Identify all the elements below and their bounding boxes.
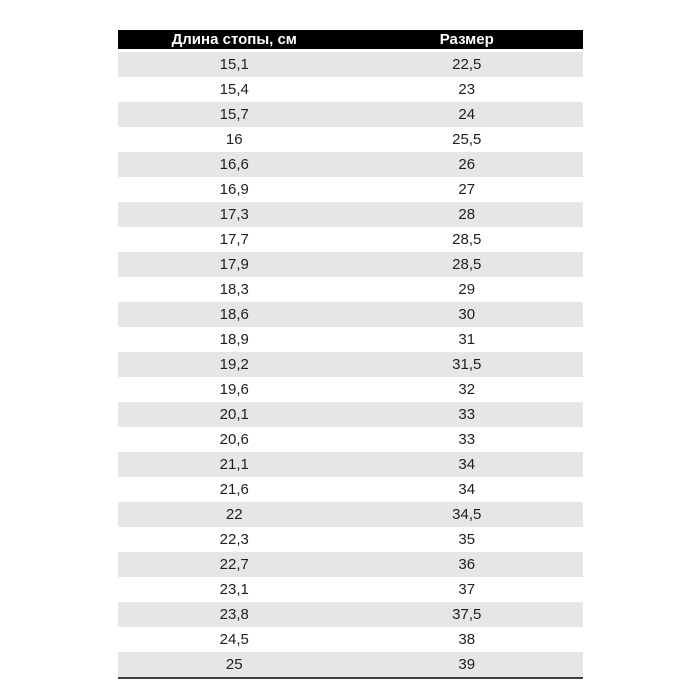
foot-length-cell: 15,7	[118, 102, 351, 127]
foot-length-cell: 19,6	[118, 377, 351, 402]
foot-length-cell: 17,3	[118, 202, 351, 227]
table-row	[118, 227, 583, 252]
foot-length-cell: 20,6	[118, 427, 351, 452]
foot-length-cell: 21,6	[118, 477, 351, 502]
table-row	[118, 51, 583, 78]
size-cell: 28,5	[351, 252, 584, 277]
size-cell: 31,5	[351, 352, 584, 377]
size-cell: 33	[351, 427, 584, 452]
size-column-header: Размер	[351, 30, 584, 51]
size-cell: 24	[351, 102, 584, 127]
table-row	[118, 152, 583, 177]
table-row	[118, 452, 583, 477]
size-cell: 34,5	[351, 502, 584, 527]
foot-length-cell: 22,7	[118, 552, 351, 577]
table-row	[118, 252, 583, 277]
foot-length-cell: 24,5	[118, 627, 351, 652]
size-cell: 38	[351, 627, 584, 652]
size-cell: 39	[351, 652, 584, 678]
size-cell: 34	[351, 477, 584, 502]
table-row	[118, 127, 583, 152]
size-conversion-table	[118, 30, 583, 679]
table-row	[118, 177, 583, 202]
size-cell: 25,5	[351, 127, 584, 152]
table-header	[118, 30, 583, 51]
foot-length-cell: 19,2	[118, 352, 351, 377]
table-row	[118, 327, 583, 352]
size-cell: 29	[351, 277, 584, 302]
size-cell: 31	[351, 327, 584, 352]
foot-length-cell: 16,6	[118, 152, 351, 177]
size-cell: 28,5	[351, 227, 584, 252]
foot-length-cell: 15,4	[118, 77, 351, 102]
table-row	[118, 377, 583, 402]
foot-length-cell: 23,8	[118, 602, 351, 627]
table-row	[118, 302, 583, 327]
foot-length-cell: 16,9	[118, 177, 351, 202]
foot-length-cell: 17,7	[118, 227, 351, 252]
foot-length-cell: 22	[118, 502, 351, 527]
table-row	[118, 602, 583, 627]
foot-length-cell: 20,1	[118, 402, 351, 427]
table-row	[118, 102, 583, 127]
table-row	[118, 77, 583, 102]
foot-length-cell: 23,1	[118, 577, 351, 602]
size-cell: 33	[351, 402, 584, 427]
size-cell: 28	[351, 202, 584, 227]
foot-length-cell: 16	[118, 127, 351, 152]
table-row	[118, 552, 583, 577]
size-cell: 30	[351, 302, 584, 327]
foot-length-column-header: Длина стопы, см	[118, 30, 351, 51]
table-row	[118, 202, 583, 227]
size-cell: 32	[351, 377, 584, 402]
table-row	[118, 427, 583, 452]
table-body	[118, 51, 583, 679]
table-row	[118, 652, 583, 678]
table-row	[118, 402, 583, 427]
shoe-size-table	[118, 30, 583, 679]
table-row	[118, 277, 583, 302]
size-cell: 36	[351, 552, 584, 577]
foot-length-cell: 17,9	[118, 252, 351, 277]
table-row	[118, 577, 583, 602]
size-cell: 23	[351, 77, 584, 102]
size-cell: 37,5	[351, 602, 584, 627]
table-row	[118, 477, 583, 502]
table-row	[118, 352, 583, 377]
size-cell: 37	[351, 577, 584, 602]
size-cell: 26	[351, 152, 584, 177]
size-cell: 27	[351, 177, 584, 202]
size-cell: 22,5	[351, 51, 584, 78]
foot-length-cell: 22,3	[118, 527, 351, 552]
table-row	[118, 502, 583, 527]
foot-length-cell: 25	[118, 652, 351, 678]
foot-length-cell: 15,1	[118, 51, 351, 78]
table-row	[118, 527, 583, 552]
foot-length-cell: 21,1	[118, 452, 351, 477]
foot-length-cell: 18,9	[118, 327, 351, 352]
foot-length-cell: 18,3	[118, 277, 351, 302]
size-cell: 34	[351, 452, 584, 477]
table-row	[118, 627, 583, 652]
foot-length-cell: 18,6	[118, 302, 351, 327]
header-row	[118, 30, 583, 51]
size-cell: 35	[351, 527, 584, 552]
